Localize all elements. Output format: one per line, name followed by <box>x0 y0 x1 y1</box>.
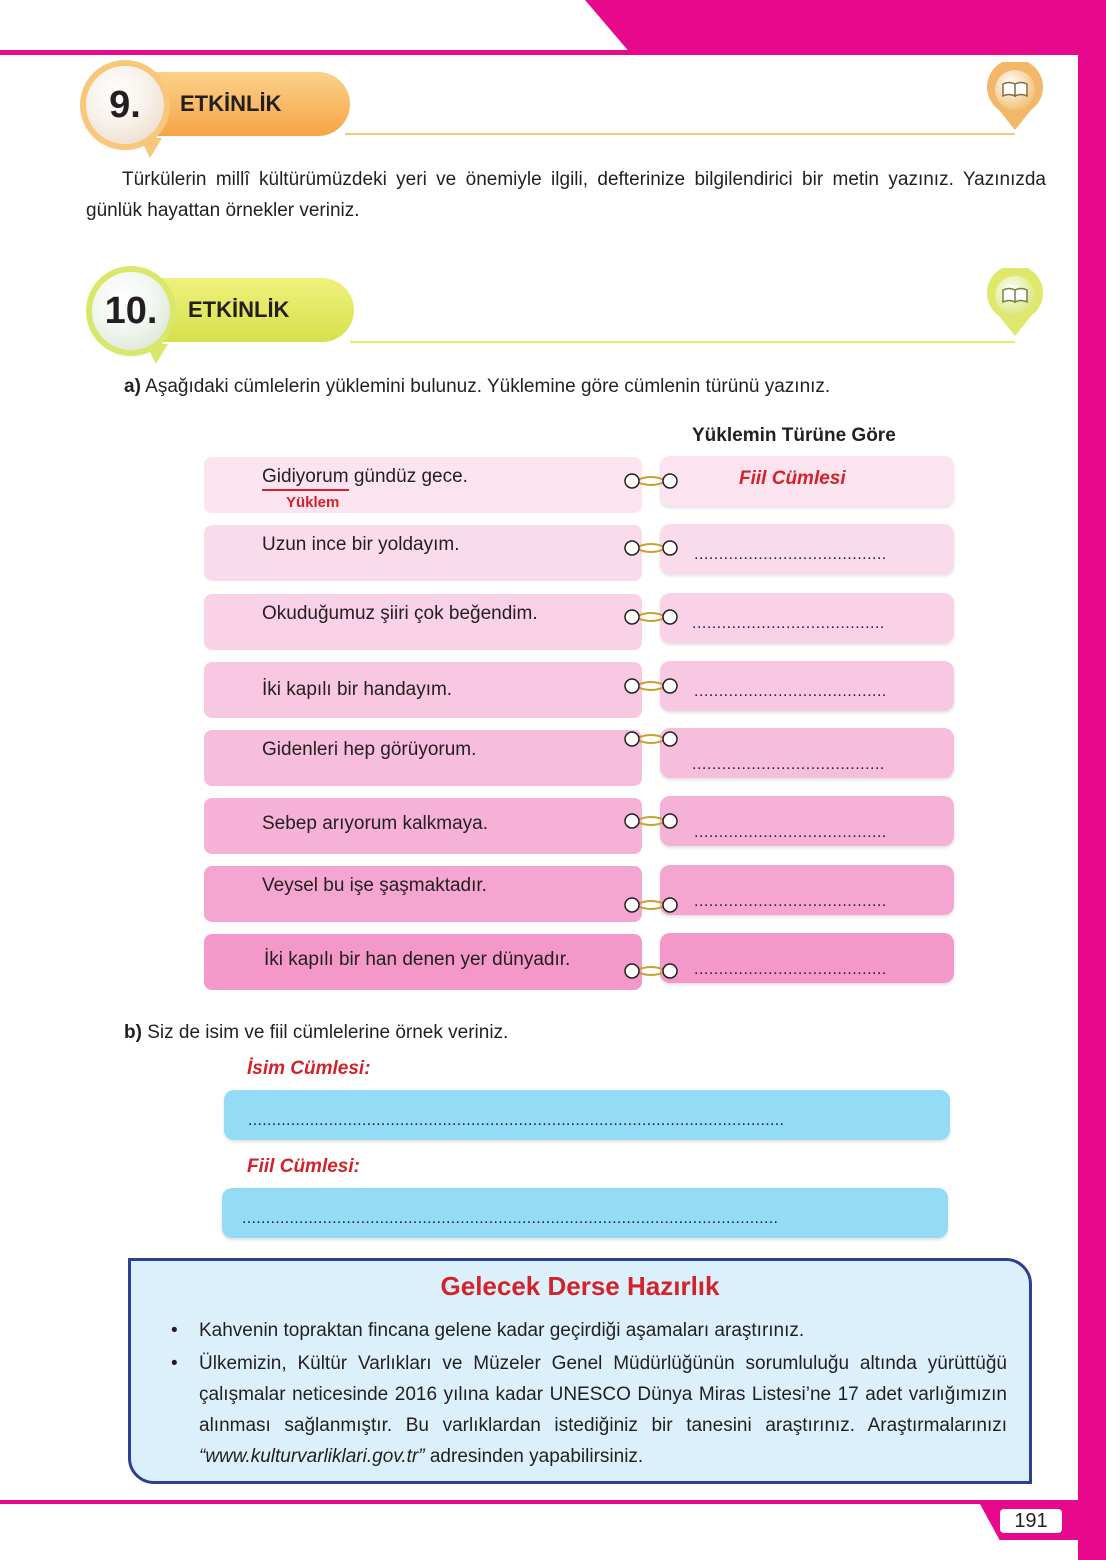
activity-9-rule <box>345 133 1015 135</box>
example-sentence <box>262 466 468 488</box>
chain-link-icon <box>623 895 679 915</box>
activity-9-label: ETKİNLİK <box>150 72 350 136</box>
activity-10-number: 10. <box>104 290 158 332</box>
part-b-text: Siz de isim ve fiil cümlelerine örnek veriniz. <box>147 1022 509 1043</box>
top-corner-decoration <box>585 0 1106 55</box>
sentence-box <box>204 934 642 990</box>
sentence-text: Okuduğumuz şiiri çok beğendim. <box>262 603 538 624</box>
bottom-border <box>0 1500 1078 1504</box>
example-sentence-box <box>204 457 642 513</box>
chain-link-icon <box>623 471 679 491</box>
bullet-2 <box>171 1348 1007 1472</box>
answer-blank: ....................................... <box>692 756 885 773</box>
sentence-text: Uzun ince bir yoldayım. <box>262 534 460 555</box>
sentence-box <box>204 525 642 581</box>
part-a-text: Aşağıdaki cümlelerin yüklemini bulunuz. Yüklemine göre cümlenin türünü yazınız. <box>145 376 831 397</box>
example-answer-box <box>660 456 954 506</box>
bullet-dot: • <box>171 1320 178 1341</box>
activity-10-rule <box>350 341 1015 343</box>
activity-9-number: 9. <box>109 84 141 126</box>
activity-10-bubble <box>92 272 170 350</box>
verb-label: Yüklem <box>286 494 340 511</box>
chain-link-icon <box>623 607 679 627</box>
next-lesson-title: Gelecek Derse Hazırlık <box>440 1271 720 1301</box>
answer-box[interactable] <box>660 728 954 778</box>
book-icon <box>985 62 1045 132</box>
chain-link-icon <box>623 961 679 981</box>
answer-blank: ....................................... <box>694 683 887 700</box>
sentence-box <box>204 594 642 650</box>
fiil-cumlesi-label: Fiil Cümlesi: <box>247 1156 360 1177</box>
sentence-box <box>204 730 642 786</box>
sentence-text: İki kapılı bir han denen yer dünyadır. <box>264 949 571 970</box>
sentence-text: Gidenleri hep görüyorum. <box>262 739 477 760</box>
sentence-text: İki kapılı bir handayım. <box>262 679 453 700</box>
answer-blank: ....................................... <box>694 893 887 910</box>
sentence-box <box>204 866 642 922</box>
answer-box[interactable] <box>660 796 954 846</box>
book-icon <box>985 268 1045 338</box>
chain-link-icon <box>623 729 679 749</box>
fiil-cumlesi-field[interactable] <box>222 1188 948 1238</box>
answer-box[interactable] <box>660 661 954 711</box>
part-b-instruction <box>124 1017 1024 1048</box>
answer-box[interactable] <box>660 933 954 983</box>
website-link[interactable]: “www.kulturvarliklari.gov.tr” <box>199 1446 425 1467</box>
answer-blank: ....................................... <box>694 824 887 841</box>
example-rest: gündüz gece. <box>348 466 468 487</box>
sentence-box <box>204 798 642 854</box>
bullet-1 <box>171 1315 1011 1346</box>
isim-blank: ................................................................................................................. <box>248 1112 785 1129</box>
part-a-instruction <box>124 371 1024 402</box>
chain-link-icon <box>623 811 679 831</box>
answer-blank: ....................................... <box>692 615 885 632</box>
answer-box[interactable] <box>660 524 954 574</box>
fiil-blank: ................................................................................................................. <box>242 1210 779 1227</box>
right-border <box>1078 0 1106 1560</box>
column-header: Yüklemin Türüne Göre <box>692 425 896 446</box>
activity-9-bubble <box>86 66 164 144</box>
answer-blank: ....................................... <box>694 961 887 978</box>
page-number: 191 <box>1000 1509 1062 1533</box>
part-a-label: a) <box>124 376 141 397</box>
chain-link-icon <box>623 676 679 696</box>
activity-10-label: ETKİNLİK <box>160 278 354 342</box>
sentence-box <box>204 662 642 718</box>
answer-blank: ....................................... <box>694 546 887 563</box>
sentence-text: Sebep arıyorum kalkmaya. <box>262 813 488 834</box>
example-answer: Fiil Cümlesi <box>739 468 846 489</box>
sentence-text: Veysel bu işe şaşmaktadır. <box>262 875 487 896</box>
answer-box[interactable] <box>660 593 954 643</box>
bullet-2-text <box>199 1348 1007 1472</box>
chain-link-icon <box>623 538 679 558</box>
isim-cumlesi-label: İsim Cümlesi: <box>247 1058 371 1079</box>
bullet-2-end: adresinden yapabilirsiniz. <box>424 1446 644 1467</box>
bullet-dot: • <box>171 1353 178 1374</box>
bullet-1-text: Kahvenin topraktan fincana gelene kadar geçirdiği aşamaları araştırınız. <box>199 1320 805 1341</box>
bullet-2-main: Ülkemizin, Kültür Varlıkları ve Müzeler Genel Müdürlüğünün sorumluluğu altında yürüttüğü çalışmalar neticesinde 2016 yılına kadar UNESCO Dünya Miras Listesi’ne 17 adet varlığımızın alınması sağlanmıştır. Bu varlıklardan istediğiniz bir tanesini araştırınız. Araştırmalarınızı <box>199 1353 1007 1436</box>
part-b-label: b) <box>124 1022 142 1043</box>
example-verb: Gidiyorum <box>262 466 349 491</box>
answer-box[interactable] <box>660 865 954 915</box>
isim-cumlesi-field[interactable] <box>224 1090 950 1140</box>
next-lesson-box <box>128 1258 1032 1484</box>
activity-9-text: Türkülerin millî kültürümüzdeki yeri ve önemiyle ilgili, defterinize bilgilendirici bir metin yazınız. Yazınızda günlük hayattan örnekler veriniz. <box>86 169 1046 221</box>
